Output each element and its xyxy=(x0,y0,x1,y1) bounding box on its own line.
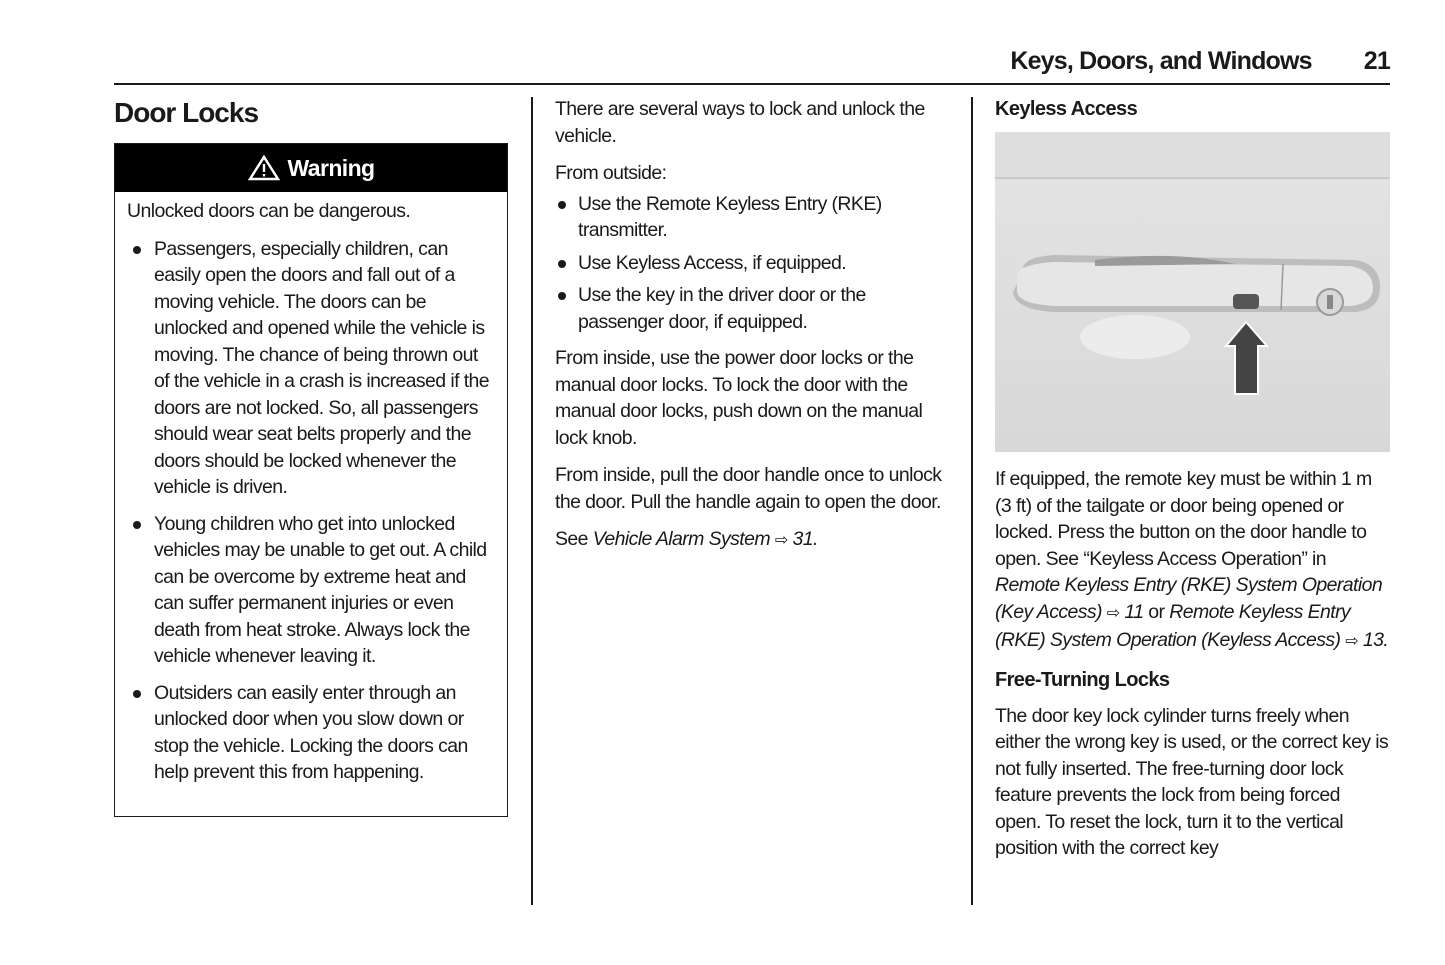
xref-page[interactable]: 13. xyxy=(1362,629,1389,651)
xref-link[interactable]: Remote Keyless Entry (RKE) System Operation (Key Access) xyxy=(995,574,1383,623)
bullet-item: Use the key in the driver door or the passenger door, if equipped. xyxy=(555,282,950,335)
warning-intro: Unlocked doors can be dangerous. xyxy=(127,200,411,222)
column-divider xyxy=(971,97,973,905)
subheading: Free-Turning Locks xyxy=(995,668,1170,691)
xref-arrow-icon: ⇨ xyxy=(774,532,788,549)
paragraph: From inside, use the power door locks or the manual door locks. To lock the door with the manual door locks, push down on the manual lock knob. xyxy=(555,347,923,449)
paragraph: There are several ways to lock and unlock the vehicle. xyxy=(555,98,925,147)
warning-box xyxy=(114,143,508,817)
section-title: Keys, Doors, and Windows xyxy=(1010,47,1312,75)
warning-header xyxy=(115,144,507,192)
xref-link[interactable]: Vehicle Alarm System xyxy=(592,528,770,550)
text-segment: If equipped, the remote key must be within 1 m (3 ft) of the tailgate or door being opened or locked. Press the button on the door handle to open. See “Keyless Access Operation” in xyxy=(995,468,1372,570)
paragraph: From outside: xyxy=(555,162,667,184)
text-segment: or xyxy=(1143,600,1170,623)
warning-bullet: Outsiders can easily enter through an unlocked door when you slow down or stop the vehicle. Locking the doors can help prevent this from happening. xyxy=(127,680,495,786)
running-header xyxy=(1010,48,1390,75)
warning-bullet: Young children who get into unlocked vehicles may be unable to get out. A child can be overcome by extreme heat and can suffer permanent injuries or even death from heat stroke. Always lock the vehicle whenever leaving it. xyxy=(127,511,495,670)
keyless-button xyxy=(1233,294,1259,309)
subheading: Keyless Access xyxy=(995,98,1138,120)
bullet-item: Use the Remote Keyless Entry (RKE) transmitter. xyxy=(555,191,950,244)
see-reference xyxy=(555,526,950,555)
paragraph xyxy=(995,466,1390,656)
page-number: 21 xyxy=(1363,47,1390,75)
column-1 xyxy=(114,96,509,130)
door-handle-illustration xyxy=(995,132,1390,452)
warning-label: Warning xyxy=(287,154,375,181)
column-2 xyxy=(555,96,950,566)
column-3 xyxy=(995,96,1390,873)
paragraph: The door key lock cylinder turns freely when either the wrong key is used, or the correct key is not fully inserted. The free-turning door lock feature prevents the lock from being forced open. To reset the lock, turn it to the vertical position with the correct key xyxy=(995,704,1389,859)
xref-page[interactable]: 31. xyxy=(792,528,818,550)
section-heading: Door Locks xyxy=(114,97,259,128)
paragraph: From inside, pull the door handle once to unlock the door. Pull the handle again to open the door. xyxy=(555,464,942,513)
bullet-item: Use Keyless Access, if equipped. xyxy=(555,250,950,277)
warning-bullet: Passengers, especially children, can easily open the doors and fall out of a moving vehicle. The doors can be unlocked and opened while the vehicle is moving. The chance of being thrown out of the vehicle in a crash is increased if the doors are not locked. So, all passengers should wear seat belts properly and the doors should be locked whenever the vehicle is driven. xyxy=(127,236,495,501)
warning-triangle-icon xyxy=(248,155,280,181)
see-prefix: See xyxy=(555,528,593,550)
xref-arrow-icon: ⇨ xyxy=(1345,633,1359,650)
header-rule xyxy=(114,83,1390,85)
column-divider xyxy=(531,97,533,905)
xref-link[interactable]: Remote Keyless Entry (RKE) System Operation (Keyless Access) xyxy=(995,600,1351,651)
xref-arrow-icon: ⇨ xyxy=(1106,604,1120,622)
xref-page[interactable]: 11 xyxy=(1124,600,1144,623)
